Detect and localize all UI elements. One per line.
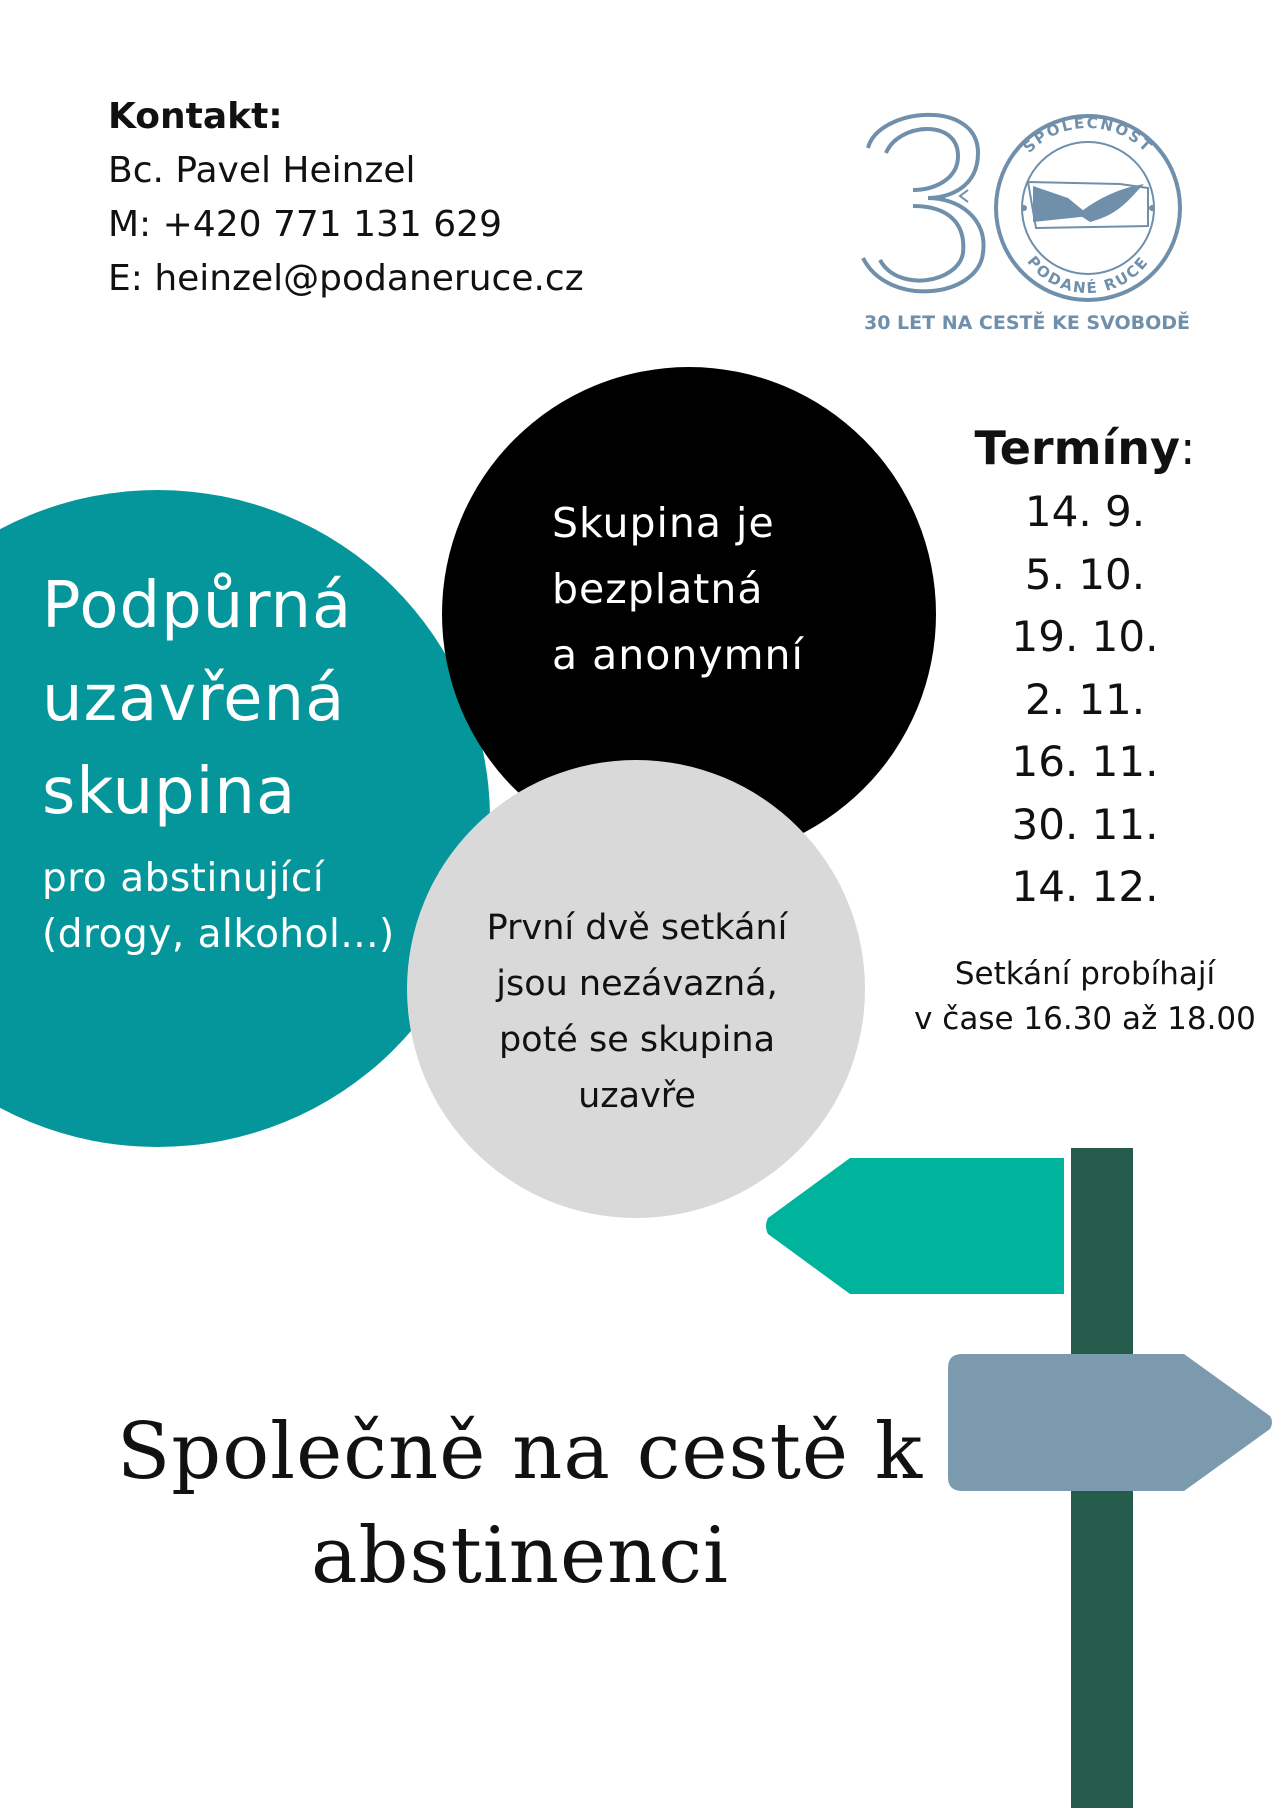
note-line: a anonymní [552, 631, 804, 679]
note-line: První dvě setkání [486, 908, 788, 948]
note-line: poté se skupina [498, 1020, 776, 1060]
date-item: 14. 12. [1011, 862, 1159, 911]
date-item: 16. 11. [1011, 737, 1159, 786]
date-item: 5. 10. [1024, 549, 1146, 599]
contact-name: Bc. Pavel Heinzel [108, 150, 416, 191]
date-item: 19. 10. [1011, 612, 1159, 661]
group-title-line: Podpůrná [42, 569, 353, 643]
note-line: jsou nezávazná, [496, 964, 778, 1004]
group-subtitle-line: pro abstinující [42, 856, 325, 901]
signpost-left-arrow-icon [764, 1158, 1074, 1294]
group-title [42, 560, 395, 839]
meeting-time-line: Setkání probíhají [954, 956, 1216, 992]
note-line: uzavře [578, 1076, 696, 1116]
first-meetings-note [462, 900, 812, 1124]
group-subtitle-line: (drogy, alkohol...) [42, 912, 395, 957]
meeting-time-line: v čase 16.30 až 18.00 [914, 1001, 1256, 1037]
meeting-time [910, 952, 1260, 1042]
slogan [100, 1400, 940, 1608]
group-description [42, 560, 395, 963]
slogan-line: Společně na cestě k [116, 1407, 924, 1497]
group-title-line: uzavřená [42, 662, 346, 736]
note-line: Skupina je [552, 499, 775, 547]
logo-30-icon [858, 98, 1198, 308]
dates-title: Termíny: [974, 421, 1196, 475]
group-subtitle [42, 851, 395, 963]
svg-text:SPOLEČNOST: SPOLEČNOST [1019, 113, 1157, 157]
note-line: bezplatná [552, 565, 764, 613]
logo-caption: 30 LET NA CESTĚ KE SVOBODĚ [864, 312, 1191, 334]
signpost-right-arrow-icon [948, 1354, 1273, 1491]
contact-title: Kontakt: [108, 96, 283, 137]
date-item: 2. 11. [1024, 674, 1146, 724]
free-anonymous-note [552, 490, 804, 688]
date-item: 30. 11. [1011, 799, 1159, 849]
contact-email: E: heinzel@podaneruce.cz [108, 258, 584, 299]
svg-text:PODANÉ RUCE: PODANÉ RUCE [1023, 252, 1153, 298]
dates-list [940, 415, 1230, 919]
group-title-line: skupina [42, 755, 297, 829]
contact-phone: M: +420 771 131 629 [108, 204, 502, 245]
date-item: 14. 9. [1024, 487, 1146, 536]
contact-block [108, 90, 584, 306]
organization-logo [858, 98, 1198, 348]
slogan-line: abstinenci [310, 1511, 729, 1601]
